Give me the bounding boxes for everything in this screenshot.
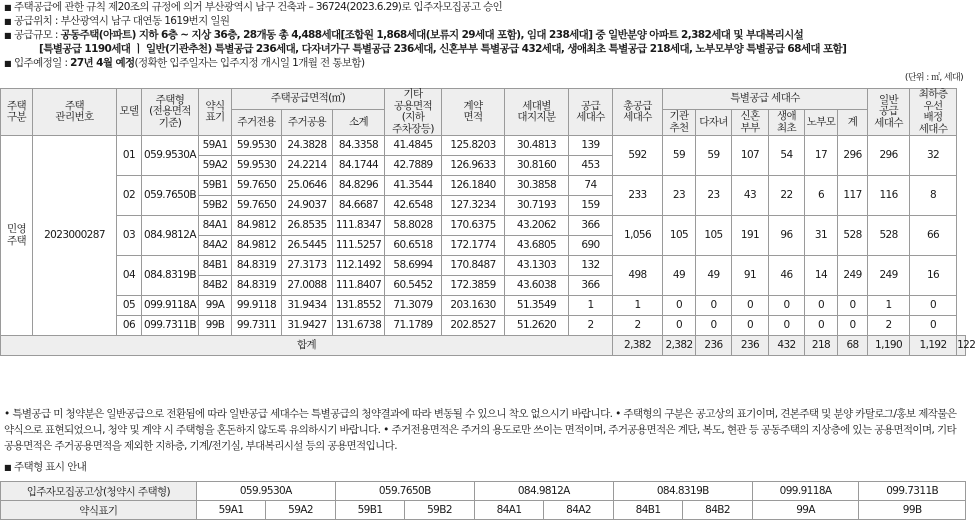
area-subtotal-cell: 111.8407 xyxy=(333,276,385,296)
special-supply-cell: 105 xyxy=(663,216,696,256)
supply-units-cell: 159 xyxy=(569,196,613,216)
type-class-cell: 민영 주택 xyxy=(1,136,33,336)
common-area-cell: 24.3828 xyxy=(282,136,333,156)
area-subtotal-cell: 84.1744 xyxy=(333,156,385,176)
abbr-cell: 84B2 xyxy=(199,276,232,296)
supply-units-cell: 1 xyxy=(569,296,613,316)
special-supply-cell: 117 xyxy=(838,176,868,216)
land-share-cell: 43.6805 xyxy=(505,236,569,256)
land-share-cell: 51.3549 xyxy=(505,296,569,316)
house-type-cell: 099.9118A xyxy=(142,296,199,316)
exclusive-area-cell: 84.8319 xyxy=(232,276,282,296)
total-label: 합계 xyxy=(1,336,613,356)
move-in-line: ■ 입주예정일 : 27년 4월 예정(정확한 입주일자는 입주지정 개시일 1개월 전 통보함) xyxy=(4,57,365,69)
abbr-cell: 59B2 xyxy=(199,196,232,216)
land-share-cell: 43.1303 xyxy=(505,256,569,276)
other-common-cell: 60.6518 xyxy=(385,236,442,256)
supply-units-cell: 366 xyxy=(569,216,613,236)
total-supply-cell: 1,056 xyxy=(613,216,663,256)
special-sum-header: 계 xyxy=(838,110,868,136)
unit-label: (단위 : ㎡, 세대) xyxy=(904,73,963,83)
type-guide-title-text: 주택형 표시 안내 xyxy=(14,461,87,473)
special-supply-cell: 0 xyxy=(838,316,868,336)
land-share-cell: 30.4813 xyxy=(505,136,569,156)
guide-abbr-label: 약식표기 xyxy=(1,501,197,520)
special-supply-cell: 249 xyxy=(838,256,868,296)
contract-area-cell: 125.8203 xyxy=(442,136,505,156)
supply-units-cell: 132 xyxy=(569,256,613,276)
special-supply-cell: 0 xyxy=(696,316,732,336)
move-in-label: 입주예정일 : xyxy=(14,57,71,69)
supply-units-cell: 2 xyxy=(569,316,613,336)
common-area-cell: 26.8535 xyxy=(282,216,333,236)
guide-abbr-cell: 99A xyxy=(752,501,859,520)
model-cell: 04 xyxy=(117,256,142,296)
scale-detail: [특별공급 1190세대 ㅣ 일반(기관추천) 특별공급 236세대, 다자녀가구 특별공급 236세대, 신혼부부 특별공급 432세대, 생애최초 특별공급 218세대, 노부모부양 특별공급 68세대 포함] xyxy=(39,43,847,55)
contract-area-cell: 170.8487 xyxy=(442,256,505,276)
guide-type-label: 입주자모집공고상(청약시 주택형) xyxy=(1,482,197,501)
special-supply-cell: 0 xyxy=(838,296,868,316)
guide-type-cell: 099.9118A xyxy=(752,482,859,501)
special-supply-cell: 17 xyxy=(805,136,838,176)
other-common-cell: 42.6548 xyxy=(385,196,442,216)
supply-units-cell: 139 xyxy=(569,136,613,156)
location-text: 공급위치 : 부산광역시 남구 대연동 1619번지 일원 xyxy=(14,15,230,27)
table-row xyxy=(1,176,966,196)
announcement-info xyxy=(4,0,964,70)
total-supply-cell: 233 xyxy=(613,176,663,216)
general-supply-cell: 116 xyxy=(868,176,910,216)
exclusive-area-cell: 59.7650 xyxy=(232,196,282,216)
special-supply-cell: 296 xyxy=(838,136,868,176)
contract-area-cell: 202.8527 xyxy=(442,316,505,336)
type-class-header: 주택 구분 xyxy=(1,89,33,136)
scale-text: 공동주택(아파트) 지하 6층 ~ 지상 36층, 28개동 총 4,488세대[조합원 1,868세대(보류지 29세대 포함), 임대 238세대] 중 일반분양 아파트 2,382세대 및 부대복리시설 xyxy=(60,29,804,41)
area-subtotal-cell: 131.6738 xyxy=(333,316,385,336)
special-supply-cell: 31 xyxy=(805,216,838,256)
common-area-cell: 27.3173 xyxy=(282,256,333,276)
abbr-header: 약식 표기 xyxy=(199,89,232,136)
lowest-floor-cell: 16 xyxy=(910,256,957,296)
special-supply-cell: 23 xyxy=(696,176,732,216)
total-supply-header: 총공급 세대수 xyxy=(613,89,663,136)
abbr-cell: 84B1 xyxy=(199,256,232,276)
exclusive-area-cell: 59.9530 xyxy=(232,136,282,156)
model-header: 모델 xyxy=(117,89,142,136)
exclusive-area-header: 주거전용 xyxy=(232,110,282,136)
other-common-header: 기타 공용면적 (지하 주차장등) xyxy=(385,89,442,136)
contract-area-cell: 126.1840 xyxy=(442,176,505,196)
model-cell: 06 xyxy=(117,316,142,336)
general-supply-cell: 296 xyxy=(868,136,910,176)
general-supply-cell: 528 xyxy=(868,216,910,256)
move-in-date: 27년 4월 예정 xyxy=(70,57,135,69)
special-supply-cell: 49 xyxy=(696,256,732,296)
location-line: ■ 공급위치 : 부산광역시 남구 대연동 1619번지 일원 xyxy=(4,15,230,27)
guide-type-cell: 059.7650B xyxy=(335,482,474,501)
land-share-cell: 43.6038 xyxy=(505,276,569,296)
special-supply-cell: 528 xyxy=(838,216,868,256)
exclusive-area-cell: 59.7650 xyxy=(232,176,282,196)
supply-units-cell: 453 xyxy=(569,156,613,176)
total-supply-cell: 2 xyxy=(613,316,663,336)
general-supply-cell: 249 xyxy=(868,256,910,296)
supply-units-cell: 74 xyxy=(569,176,613,196)
house-type-cell: 099.7311B xyxy=(142,316,199,336)
house-type-cell: 059.9530A xyxy=(142,136,199,176)
special-supply-cell: 0 xyxy=(805,296,838,316)
contract-area-cell: 172.3859 xyxy=(442,276,505,296)
lowest-floor-cell: 0 xyxy=(910,296,957,316)
general-supply-cell: 2 xyxy=(868,316,910,336)
header-row-1 xyxy=(1,89,966,110)
special-supply-cell: 0 xyxy=(696,296,732,316)
other-common-cell: 42.7889 xyxy=(385,156,442,176)
special-supply-cell: 0 xyxy=(732,296,769,316)
guide-abbr-cell: 59B2 xyxy=(405,501,475,520)
other-common-cell: 58.8028 xyxy=(385,216,442,236)
exclusive-area-cell: 84.9812 xyxy=(232,216,282,236)
special-supply-cell: 22 xyxy=(769,176,805,216)
common-area-cell: 24.9037 xyxy=(282,196,333,216)
total-row xyxy=(1,336,966,356)
other-common-cell: 71.1789 xyxy=(385,316,442,336)
model-cell: 05 xyxy=(117,296,142,316)
contract-area-header: 계약 면적 xyxy=(442,89,505,136)
area-subtotal-cell: 111.5257 xyxy=(333,236,385,256)
first-life-header: 생애 최초 xyxy=(769,110,805,136)
total-general-cell: 1,192 xyxy=(910,336,957,356)
area-subtotal-cell: 84.3358 xyxy=(333,136,385,156)
area-subtotal-cell: 111.8347 xyxy=(333,216,385,236)
special-supply-cell: 91 xyxy=(732,256,769,296)
scale-line: ■ 공급규모 : 공동주택(아파트) 지하 6층 ~ 지상 36층, 28개동 총 4,488세대[조합원 1,868세대(보류지 29세대 포함), 임대 238세대] 중 일반분양 아파트 2,382세대 및 부대복리시설 xyxy=(4,29,804,41)
special-supply-cell: 59 xyxy=(663,136,696,176)
total-units-cell: 2,382 xyxy=(613,336,663,356)
area-subtotal-header: 소계 xyxy=(333,110,385,136)
elderly-header: 노부모 xyxy=(805,110,838,136)
guide-type-row xyxy=(1,482,966,501)
total-special-cell: 1,190 xyxy=(868,336,910,356)
type-guide-title: ■ 주택형 표시 안내 xyxy=(4,461,87,473)
special-supply-header: 특별공급 세대수 xyxy=(663,89,868,110)
contract-area-cell: 170.6375 xyxy=(442,216,505,236)
lowest-floor-cell: 0 xyxy=(910,316,957,336)
agency-header: 기관 추천 xyxy=(663,110,696,136)
contract-area-cell: 126.9633 xyxy=(442,156,505,176)
mgmt-no-header: 주택 관리번호 xyxy=(33,89,117,136)
special-supply-cell: 0 xyxy=(663,296,696,316)
special-supply-cell: 0 xyxy=(805,316,838,336)
abbr-cell: 84A1 xyxy=(199,216,232,236)
special-supply-cell: 0 xyxy=(769,296,805,316)
exclusive-area-cell: 59.9530 xyxy=(232,156,282,176)
guide-abbr-cell: 59B1 xyxy=(335,501,405,520)
land-share-cell: 30.8160 xyxy=(505,156,569,176)
total-supply-cell: 1 xyxy=(613,296,663,316)
other-common-cell: 41.3544 xyxy=(385,176,442,196)
special-supply-cell: 0 xyxy=(732,316,769,336)
abbr-cell: 84A2 xyxy=(199,236,232,256)
notes-text: • 특별공급 미 청약분은 일반공급으로 전환됨에 따라 일반공급 세대수는 특별공급의 청약결과에 따라 변동될 수 있으니 착오 없으시기 바랍니다. • 주택형의 구분은 공고상의 표기이며, 견본주택 및 분양 카탈로그/홍보 제작물은 약식으로 표현되었으니, 청약 및 계약 시 주택형을 혼돈하지 않도록 유의하시기 바랍니다. • 주거전용면적은 주거의 용도로만 쓰이는 면적이며, 주거공용면적은 계단, 복도, 현관 등 공동주택의 지상층에 있는 공용면적이며, 기타공용면적은 주거공용면적을 제외한 지하층, 기계/전기실, 부대복리시설 등의 공용면적입니다. xyxy=(4,408,957,452)
scale-label: 공급규모 : xyxy=(14,29,61,41)
table-row xyxy=(1,136,966,156)
special-supply-cell: 191 xyxy=(732,216,769,256)
abbr-cell: 59A2 xyxy=(199,156,232,176)
model-cell: 01 xyxy=(117,136,142,176)
special-supply-cell: 105 xyxy=(696,216,732,256)
other-common-cell: 58.6994 xyxy=(385,256,442,276)
general-supply-cell: 1 xyxy=(868,296,910,316)
special-supply-cell: 59 xyxy=(696,136,732,176)
type-guide-table xyxy=(0,481,966,520)
contract-area-cell: 127.3234 xyxy=(442,196,505,216)
common-area-cell: 27.0088 xyxy=(282,276,333,296)
supply-units-cell: 366 xyxy=(569,276,613,296)
common-area-cell: 31.9427 xyxy=(282,316,333,336)
abbr-cell: 59A1 xyxy=(199,136,232,156)
area-subtotal-cell: 84.6687 xyxy=(333,196,385,216)
common-area-cell: 25.0646 xyxy=(282,176,333,196)
exclusive-area-cell: 99.7311 xyxy=(232,316,282,336)
special-supply-cell: 54 xyxy=(769,136,805,176)
special-supply-cell: 49 xyxy=(663,256,696,296)
total-special-cell: 218 xyxy=(805,336,838,356)
total-special-cell: 432 xyxy=(769,336,805,356)
multi-child-header: 다자녀 xyxy=(696,110,732,136)
other-common-cell: 60.5452 xyxy=(385,276,442,296)
guide-abbr-cell: 59A1 xyxy=(196,501,266,520)
area-subtotal-cell: 84.8296 xyxy=(333,176,385,196)
common-area-cell: 24.2214 xyxy=(282,156,333,176)
scale-line-2 xyxy=(4,42,964,56)
common-area-header: 주거공용 xyxy=(282,110,333,136)
land-share-cell: 51.2620 xyxy=(505,316,569,336)
common-area-cell: 31.9434 xyxy=(282,296,333,316)
notes xyxy=(4,406,964,454)
guide-type-cell: 059.9530A xyxy=(196,482,335,501)
land-share-cell: 43.2062 xyxy=(505,216,569,236)
land-share-header: 세대별 대지지분 xyxy=(505,89,569,136)
house-type-cell: 084.8319B xyxy=(142,256,199,296)
total-supply-total-cell: 2,382 xyxy=(663,336,696,356)
supply-table xyxy=(0,88,975,356)
general-supply-header: 일반 공급 세대수 xyxy=(868,89,910,136)
lowest-floor-cell: 8 xyxy=(910,176,957,216)
land-share-cell: 30.7193 xyxy=(505,196,569,216)
supply-area-header: 주택공급면적(㎡) xyxy=(232,89,385,110)
total-special-cell: 236 xyxy=(696,336,732,356)
approval-line: ■ 주택공급에 관한 규칙 제20조의 규정에 의거 부산광역시 남구 건축과 – 36724(2023.6.29)로 입주자모집공고 승인 xyxy=(4,1,503,13)
guide-abbr-cell: 99B xyxy=(859,501,966,520)
lowest-floor-cell: 66 xyxy=(910,216,957,256)
exclusive-area-cell: 84.8319 xyxy=(232,256,282,276)
abbr-cell: 99B xyxy=(199,316,232,336)
area-subtotal-cell: 131.8552 xyxy=(333,296,385,316)
guide-abbr-cell: 84B2 xyxy=(683,501,753,520)
table-row xyxy=(1,296,966,316)
guide-abbr-cell: 84B1 xyxy=(613,501,683,520)
total-supply-cell: 498 xyxy=(613,256,663,296)
land-share-cell: 30.3858 xyxy=(505,176,569,196)
house-type-cell: 059.7650B xyxy=(142,176,199,216)
lowest-floor-header: 최하층 우선 배정 세대수 xyxy=(910,89,957,136)
common-area-cell: 26.5445 xyxy=(282,236,333,256)
other-common-cell: 71.3079 xyxy=(385,296,442,316)
total-supply-cell: 592 xyxy=(613,136,663,176)
exclusive-area-cell: 99.9118 xyxy=(232,296,282,316)
special-supply-cell: 43 xyxy=(732,176,769,216)
model-cell: 03 xyxy=(117,216,142,256)
special-supply-cell: 6 xyxy=(805,176,838,216)
supply-units-header: 공급 세대수 xyxy=(569,89,613,136)
guide-abbr-cell: 59A2 xyxy=(266,501,336,520)
special-supply-cell: 46 xyxy=(769,256,805,296)
guide-type-cell: 099.7311B xyxy=(859,482,966,501)
guide-type-cell: 084.8319B xyxy=(613,482,752,501)
abbr-cell: 59B1 xyxy=(199,176,232,196)
supply-units-cell: 690 xyxy=(569,236,613,256)
house-type-header: 주택형 (전용면적 기준) xyxy=(142,89,199,136)
newlywed-header: 신혼 부부 xyxy=(732,110,769,136)
house-type-cell: 084.9812A xyxy=(142,216,199,256)
total-special-cell: 236 xyxy=(732,336,769,356)
area-subtotal-cell: 112.1492 xyxy=(333,256,385,276)
special-supply-cell: 0 xyxy=(663,316,696,336)
special-supply-cell: 107 xyxy=(732,136,769,176)
special-supply-cell: 14 xyxy=(805,256,838,296)
abbr-cell: 99A xyxy=(199,296,232,316)
guide-abbr-cell: 84A1 xyxy=(474,501,544,520)
special-supply-cell: 0 xyxy=(769,316,805,336)
guide-abbr-cell: 84A2 xyxy=(544,501,614,520)
contract-area-cell: 203.1630 xyxy=(442,296,505,316)
move-in-note: (정확한 입주일자는 입주지정 개시일 1개월 전 통보함) xyxy=(134,57,365,69)
total-lowest-cell: 122 xyxy=(957,336,966,356)
guide-type-cell: 084.9812A xyxy=(474,482,613,501)
lowest-floor-cell: 32 xyxy=(910,136,957,176)
other-common-cell: 41.4845 xyxy=(385,136,442,156)
table-row xyxy=(1,256,966,276)
table-row xyxy=(1,316,966,336)
contract-area-cell: 172.1774 xyxy=(442,236,505,256)
mgmt-no-cell: 2023000287 xyxy=(33,136,117,336)
table-row xyxy=(1,216,966,236)
model-cell: 02 xyxy=(117,176,142,216)
special-supply-cell: 23 xyxy=(663,176,696,216)
total-special-cell: 68 xyxy=(838,336,868,356)
exclusive-area-cell: 84.9812 xyxy=(232,236,282,256)
special-supply-cell: 96 xyxy=(769,216,805,256)
guide-abbr-row xyxy=(1,501,966,520)
approval-text: 주택공급에 관한 규칙 제20조의 규정에 의거 부산광역시 남구 건축과 – 36724(2023.6.29)로 입주자모집공고 승인 xyxy=(14,1,503,13)
